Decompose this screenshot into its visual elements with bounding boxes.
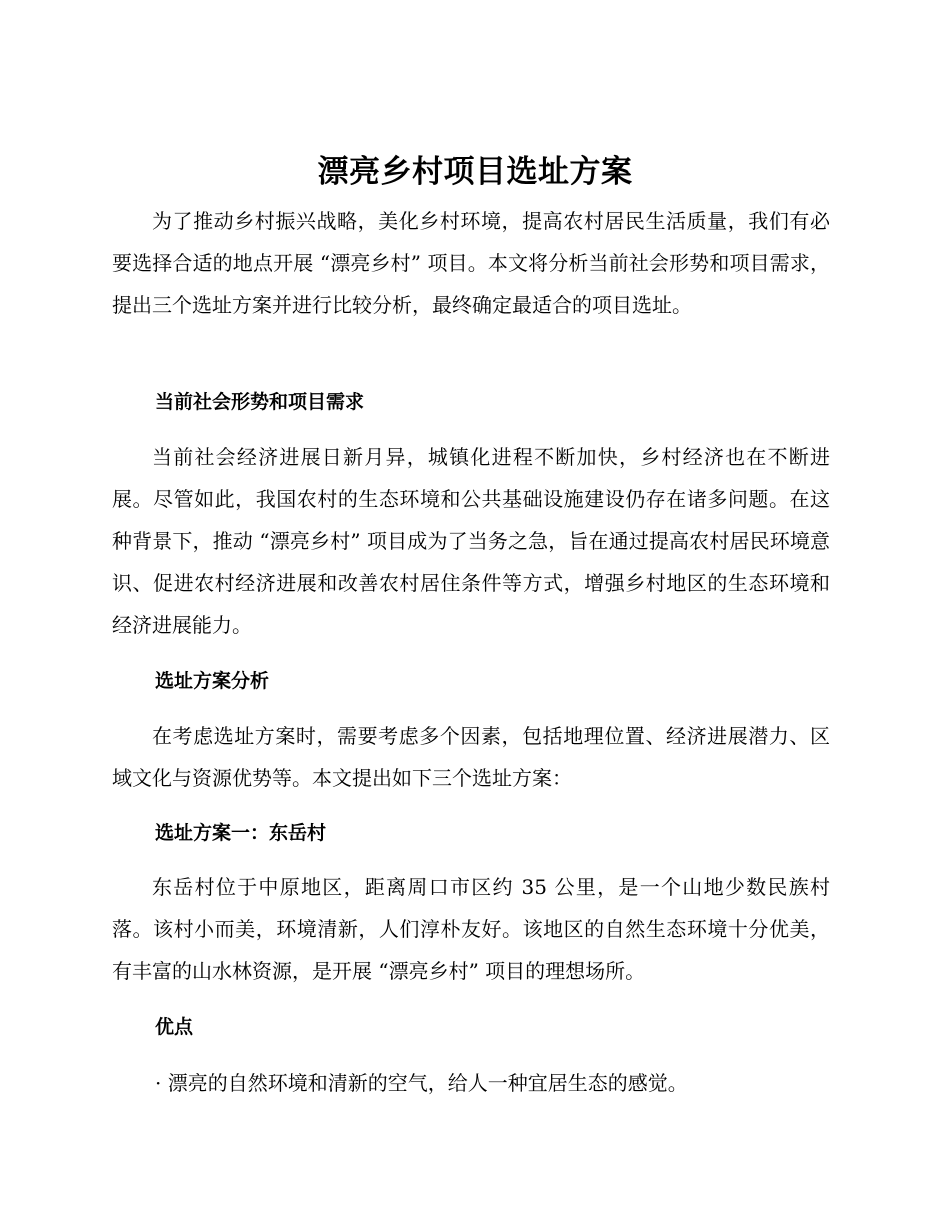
advantage-item: · 漂亮的自然环境和清新的空气，给人一种宜居生态的感觉。	[155, 1071, 688, 1095]
section-heading-analysis: 选址方案分析	[155, 670, 270, 692]
option-one-paragraph: 东岳村位于中原地区，距离周口市区约 35 公里，是一个山地少数民族村落。该村小而美，环境清新，人们淳朴友好。该地区的自然生态环境十分优美，有丰富的山水林资源，是开展 “漂亮乡村” 项目的理想场所。	[112, 875, 830, 983]
option-one-heading: 选址方案一：东岳村	[155, 822, 327, 844]
situation-paragraph: 当前社会经济进展日新月异，城镇化进程不断加快，乡村经济也在不断进展。尽管如此，我国农村的生态环境和公共基础设施建设仍存在诸多问题。在这种背景下，推动 “漂亮乡村” 项目成为了当务之急，旨在通过提高农村居民环境意识、促进农村经济进展和改善农村居住条件等方式，增强乡村地区的生态环境和经济进展能力。	[112, 445, 830, 637]
intro-paragraph: 为了推动乡村振兴战略，美化乡村环境，提高农村居民生活质量，我们有必要选择合适的地点开展 “漂亮乡村” 项目。本文将分析当前社会形势和项目需求，提出三个选址方案并进行比较分析，最终确定最适合的项目选址。	[112, 209, 830, 317]
analysis-paragraph: 在考虑选址方案时，需要考虑多个因素，包括地理位置、经济进展潜力、区域文化与资源优势等。本文提出如下三个选址方案：	[112, 724, 830, 790]
advantages-heading: 优点	[155, 1016, 194, 1038]
document-title: 漂亮乡村项目选址方案	[317, 154, 633, 190]
section-heading-situation: 当前社会形势和项目需求	[155, 391, 365, 413]
